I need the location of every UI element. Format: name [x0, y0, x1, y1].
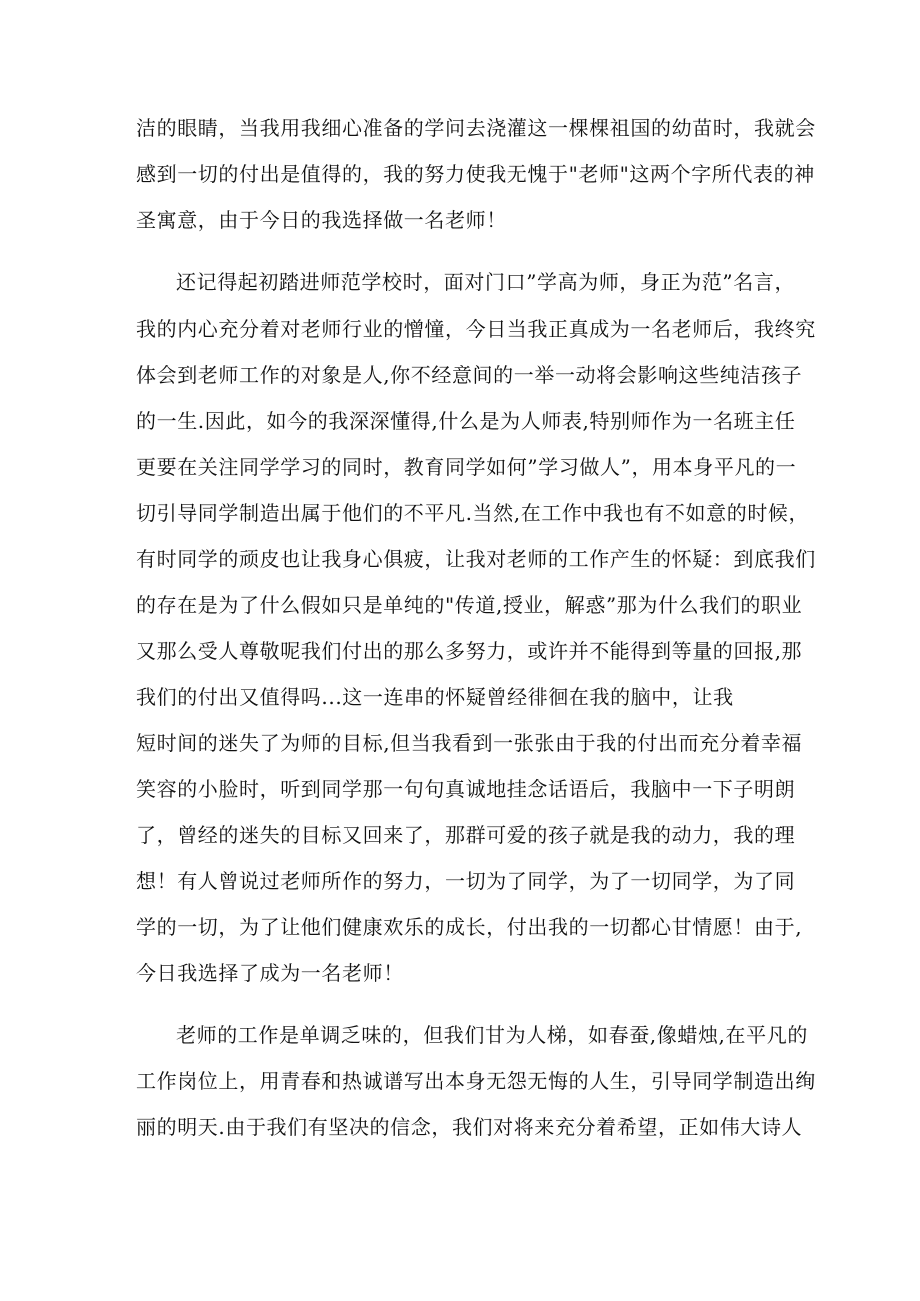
text-line: 有时同学的顽皮也让我身心俱疲，让我对老师的工作产生的怀疑：到底我们 — [136, 547, 816, 571]
text-line: 感到一切的付出是值得的，我的努力使我无愧于"老师"这两个字所代表的神 — [136, 162, 815, 186]
text-line: 学的一切，为了让他们健康欢乐的成长，付出我的一切都心甘情愿！由于, — [136, 915, 803, 939]
text-line: 切引导同学制造出属于他们的不平凡.当然,在工作中我也有不如意的时候， — [136, 501, 810, 525]
paragraph-start-line: 老师的工作是单调乏味的，但我们甘为人梯，如春蚕,像蜡烛,在平凡的 — [176, 1023, 808, 1047]
text-line: 圣寓意，由于今日的我选择做一名老师！ — [136, 208, 507, 232]
text-line: 想！有人曾说过老师所作的努力，一切为了同学，为了一切同学，为了同 — [136, 869, 796, 893]
text-line: 体会到老师工作的对象是人,你不经意间的一举一动将会影响这些纯洁孩子 — [136, 363, 803, 387]
text-line: 我们的付出又值得吗...这一连串的怀疑曾经徘徊在我的脑中，让我 — [136, 685, 734, 709]
text-line: 的存在是为了什么假如只是单纯的"传道,授业，解惑”那为什么我们的职业 — [136, 593, 803, 617]
text-line: 更要在关注同学学习的同时，教育同学如何”学习做人”，用本身平凡的一 — [136, 455, 797, 479]
text-line: 丽的明天.由于我们有坚决的信念，我们对将来充分着希望，正如伟大诗人 — [136, 1115, 803, 1139]
text-line: 我的内心充分着对老师行业的憎憧，今日当我正真成为一名老师后，我终究 — [136, 317, 816, 341]
paragraph-start-line: 还记得起初踏进师范学校时，面对门口”学高为师，身正为范”名言， — [176, 270, 796, 294]
text-line: 了，曾经的迷失的目标又回来了，那群可爱的孩子就是我的动力，我的理 — [136, 823, 796, 847]
text-line: 短时间的迷失了为师的目标,但当我看到一张张由于我的付出而充分着幸福 — [136, 731, 803, 755]
text-line: 工作岗位上，用青春和热诚谱写出本身无怨无悔的人生，引导同学制造出绚 — [136, 1069, 816, 1093]
text-line: 笑容的小脸时，听到同学那一句句真诚地挂念话语后，我脑中一下子明朗 — [136, 777, 796, 801]
text-line: 洁的眼睛，当我用我细心准备的学问去浇灌这一棵棵祖国的幼苗时，我就会 — [136, 116, 816, 140]
text-line: 的一生.因此，如今的我深深懂得,什么是为人师表,特别师作为一名班主任 — [136, 409, 796, 433]
text-line: 今日我选择了成为一名老师！ — [136, 961, 404, 985]
text-line: 又那么受人尊敬呢我们付出的那么多努力，或许并不能得到等量的回报,那 — [136, 639, 803, 663]
